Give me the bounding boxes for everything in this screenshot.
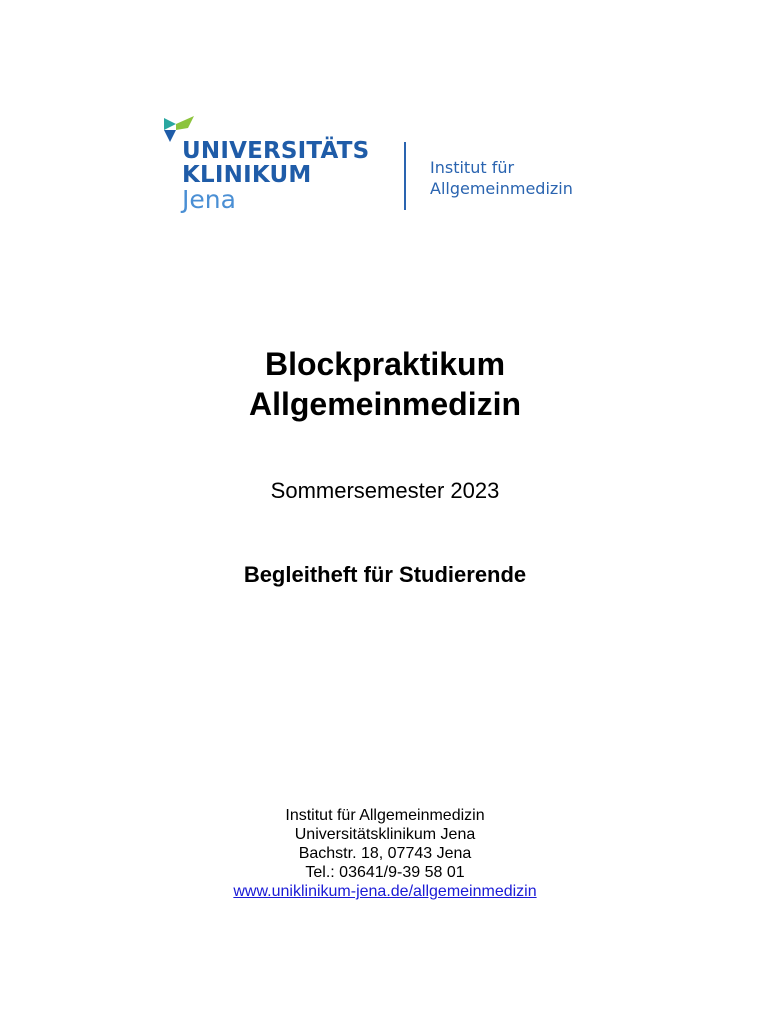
logo <box>162 116 592 220</box>
logo-text-klinikum: KLINIKUM <box>182 162 312 188</box>
address-block <box>0 806 770 901</box>
institute-label-line1: Institut für <box>430 158 515 177</box>
document-title-line2: Allgemeinmedizin <box>248 386 522 422</box>
logo-divider <box>404 142 406 210</box>
address-street: Bachstr. 18, 07743 Jena <box>298 845 472 862</box>
website-link[interactable]: www.uniklinikum-jena.de/allgemeinmedizin <box>233 883 537 900</box>
logo-text-universitaets: UNIVERSITÄTS <box>182 138 370 164</box>
institute-label-line2: Allgemeinmedizin <box>430 179 573 198</box>
document-title-line1: Blockpraktikum <box>264 346 506 382</box>
logo-text-jena: Jena <box>182 185 236 214</box>
address-clinic: Universitätsklinikum Jena <box>294 826 476 843</box>
address-institute: Institut für Allgemeinmedizin <box>285 807 485 824</box>
semester-label: Sommersemester 2023 <box>270 478 500 503</box>
document-subtitle: Begleitheft für Studierende <box>243 562 527 587</box>
address-phone: Tel.: 03641/9-39 58 01 <box>305 864 465 881</box>
